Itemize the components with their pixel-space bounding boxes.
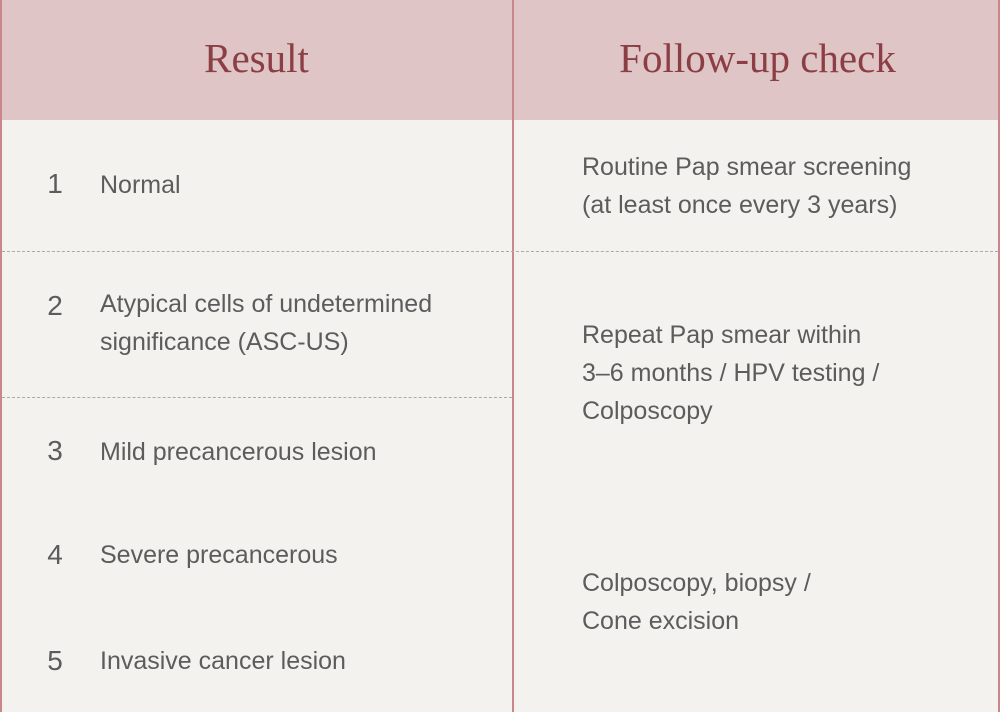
table-header bbox=[0, 0, 1000, 120]
result-label-line: Atypical cells of undetermined bbox=[100, 290, 433, 318]
row-number: 1 bbox=[47, 168, 63, 199]
followup-line: (at least once every 3 years) bbox=[582, 191, 898, 219]
row-number: 2 bbox=[47, 290, 63, 321]
result-label: Severe precancerous bbox=[100, 541, 338, 569]
table-left-border bbox=[0, 0, 2, 712]
header-follow-up-check: Follow-up check bbox=[619, 35, 896, 81]
followup-cell-colposcopy bbox=[582, 564, 982, 640]
followup-cell-repeat bbox=[582, 316, 982, 430]
column-divider bbox=[512, 0, 514, 712]
result-label-line: significance (ASC-US) bbox=[100, 328, 349, 356]
followup-line: 3–6 months / HPV testing / bbox=[582, 359, 880, 387]
result-label bbox=[100, 285, 500, 361]
followup-line: Colposcopy bbox=[582, 397, 713, 425]
followup-line: Repeat Pap smear within bbox=[582, 321, 862, 349]
row-divider-1 bbox=[2, 251, 998, 252]
result-label: Normal bbox=[100, 171, 181, 199]
followup-line: Colposcopy, biopsy / bbox=[582, 569, 811, 597]
row-number: 3 bbox=[47, 435, 63, 466]
followup-line: Cone excision bbox=[582, 607, 740, 635]
row-number: 5 bbox=[47, 645, 63, 676]
followup-cell-routine bbox=[582, 148, 982, 224]
row-number: 4 bbox=[47, 539, 63, 570]
row-divider-2 bbox=[2, 397, 512, 398]
header-result: Result bbox=[204, 35, 309, 81]
result-label: Invasive cancer lesion bbox=[100, 647, 346, 675]
result-label: Mild precancerous lesion bbox=[100, 438, 377, 466]
followup-line: Routine Pap smear screening bbox=[582, 153, 912, 181]
